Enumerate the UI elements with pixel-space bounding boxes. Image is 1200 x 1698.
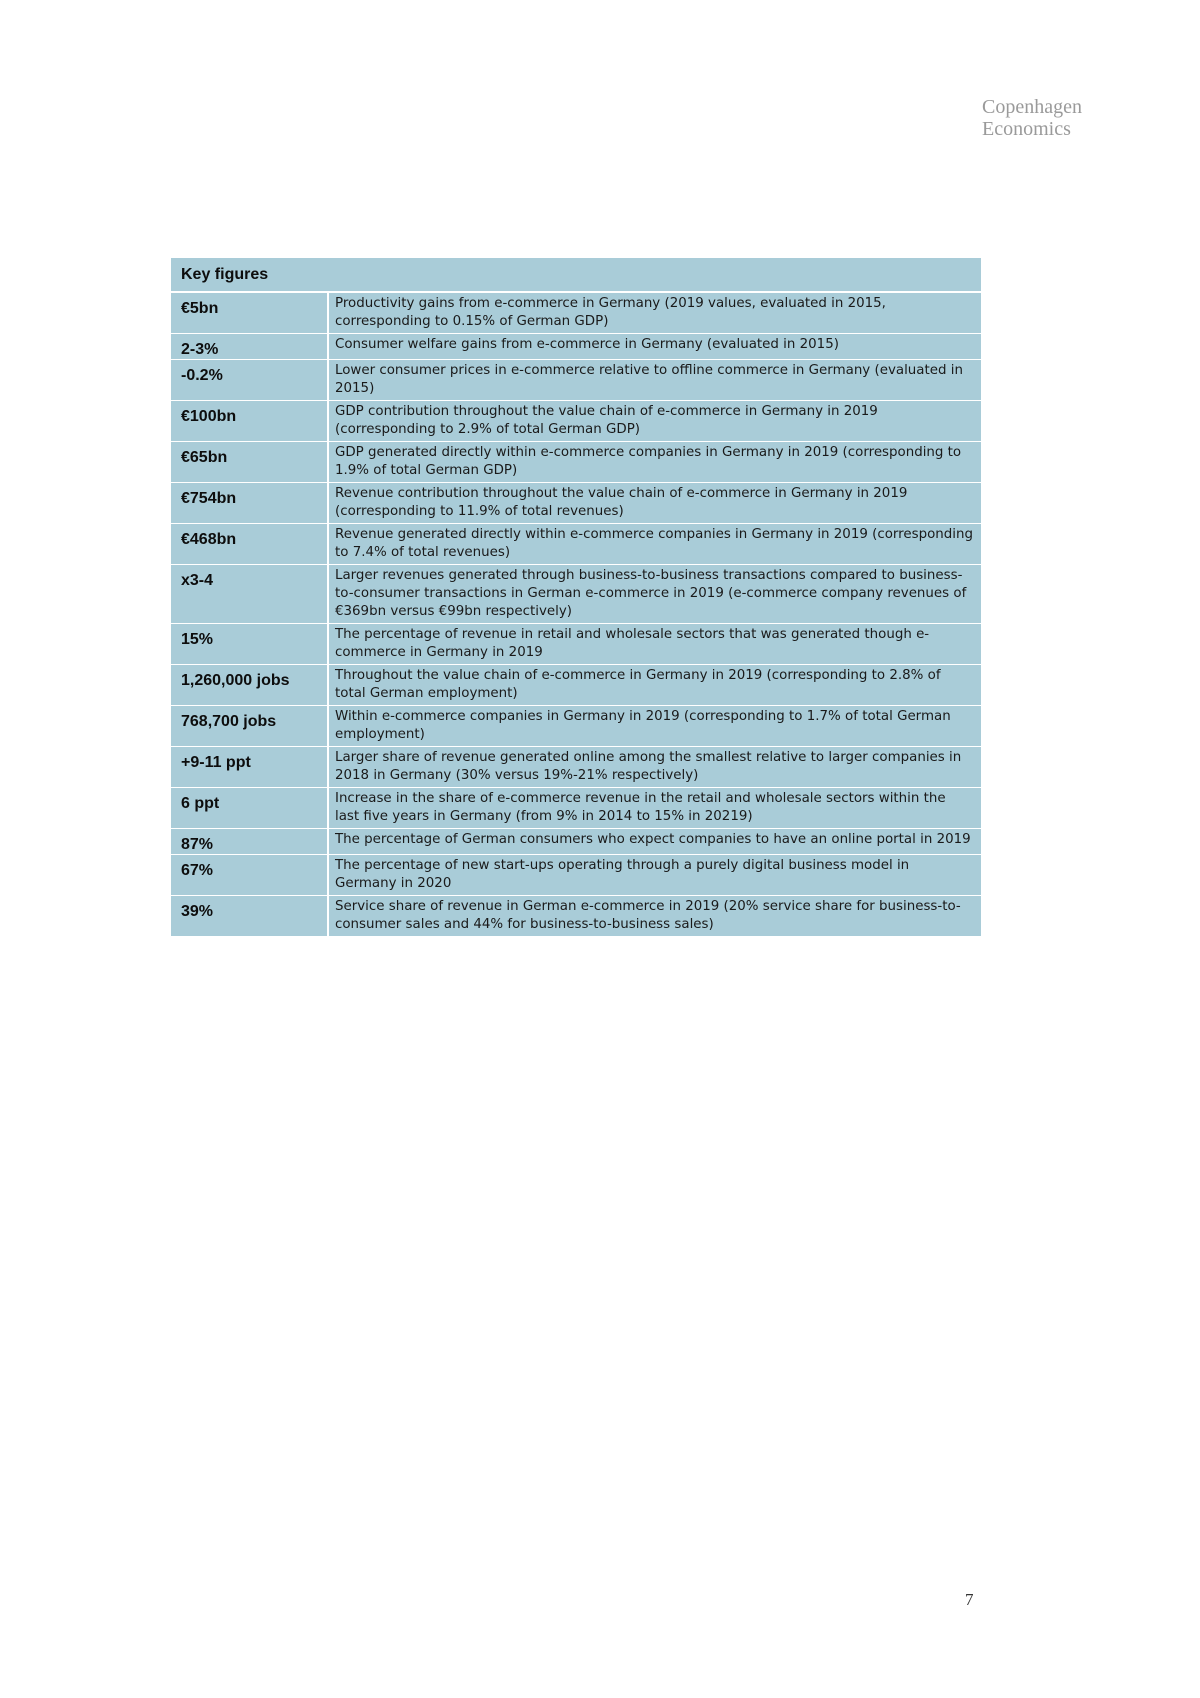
- key-figure-description: The percentage of new start-ups operating through a purely digital business model in Germany in 2020: [335, 858, 910, 891]
- table-row: [171, 565, 981, 624]
- company-logo: [982, 96, 1082, 140]
- key-figure-description: The percentage of revenue in retail and wholesale sectors that was generated though e-commerce in Germany in 2019: [335, 627, 930, 660]
- key-figure-description: Throughout the value chain of e-commerce in Germany in 2019 (corresponding to 2.8% of total German employment): [335, 668, 941, 701]
- table-row: [171, 524, 981, 565]
- key-figure-value: 1,260,000 jobs: [171, 665, 329, 705]
- key-figure-value: 2-3%: [171, 334, 329, 359]
- key-figure-value: €100bn: [171, 401, 329, 441]
- logo-line-2: Economics: [982, 118, 1071, 140]
- key-figure-value: €5bn: [171, 293, 329, 333]
- key-figure-description: GDP generated directly within e-commerce companies in Germany in 2019 (corresponding to 1.9% of total German GDP): [335, 445, 962, 478]
- key-figure-description: The percentage of German consumers who expect companies to have an online portal in 2019: [335, 832, 971, 847]
- key-figure-description: Larger share of revenue generated online among the smallest relative to larger companies in 2018 in Germany (30% versus 19%-21% respectively): [335, 750, 962, 783]
- key-figure-description: Consumer welfare gains from e-commerce in Germany (evaluated in 2015): [335, 337, 839, 352]
- key-figure-description: GDP contribution throughout the value chain of e-commerce in Germany in 2019 (corresponding to 2.9% of total German GDP): [335, 404, 878, 437]
- table-row: [171, 483, 981, 524]
- key-figure-description: Service share of revenue in German e-commerce in 2019 (20% service share for business-to-consumer sales and 44% for business-to-business sales): [335, 899, 961, 932]
- key-figure-value: +9-11 ppt: [171, 747, 329, 787]
- table-row: [171, 442, 981, 483]
- table-row: [171, 360, 981, 401]
- logo-line-1: Copenhagen: [982, 96, 1082, 118]
- key-figure-value: 6 ppt: [171, 788, 329, 828]
- key-figure-value: x3-4: [171, 565, 329, 623]
- key-figure-description: Revenue contribution throughout the value chain of e-commerce in Germany in 2019 (corresponding to 11.9% of total revenues): [335, 486, 908, 519]
- table-row: [171, 706, 981, 747]
- table-body: [171, 293, 981, 936]
- table-row: [171, 293, 981, 334]
- table-row: [171, 855, 981, 896]
- page-number: 7: [965, 1590, 974, 1609]
- key-figure-value: €754bn: [171, 483, 329, 523]
- key-figure-value: €468bn: [171, 524, 329, 564]
- table-row: [171, 788, 981, 829]
- table-row: [171, 829, 981, 855]
- table-row: [171, 334, 981, 360]
- key-figure-value: 39%: [171, 896, 329, 936]
- table-row: [171, 665, 981, 706]
- key-figure-value: -0.2%: [171, 360, 329, 400]
- table-row: [171, 896, 981, 936]
- key-figure-value: 768,700 jobs: [171, 706, 329, 746]
- key-figure-description: Productivity gains from e-commerce in Germany (2019 values, evaluated in 2015, corresponding to 0.15% of German GDP): [335, 296, 886, 329]
- key-figure-description: Lower consumer prices in e-commerce relative to offline commerce in Germany (evaluated in 2015): [335, 363, 963, 396]
- key-figures-table: [171, 258, 981, 936]
- key-figure-description: Revenue generated directly within e-commerce companies in Germany in 2019 (corresponding to 7.4% of total revenues): [335, 527, 973, 560]
- key-figure-description: Increase in the share of e-commerce revenue in the retail and wholesale sectors within the last five years in Germany (from 9% in 2014 to 15% in 20219): [335, 791, 946, 824]
- table-row: [171, 401, 981, 442]
- table-row: [171, 624, 981, 665]
- key-figure-value: 67%: [171, 855, 329, 895]
- key-figure-value: €65bn: [171, 442, 329, 482]
- key-figure-description: Within e-commerce companies in Germany in 2019 (corresponding to 1.7% of total German employment): [335, 709, 951, 742]
- key-figure-value: 15%: [171, 624, 329, 664]
- table-row: [171, 747, 981, 788]
- table-header: Key figures: [171, 258, 981, 293]
- key-figure-description: Larger revenues generated through business-to-business transactions compared to business-to-consumer transactions in German e-commerce in 2019 (e-commerce company revenues of €369bn versus €99bn respectively): [335, 568, 967, 619]
- key-figure-value: 87%: [171, 829, 329, 854]
